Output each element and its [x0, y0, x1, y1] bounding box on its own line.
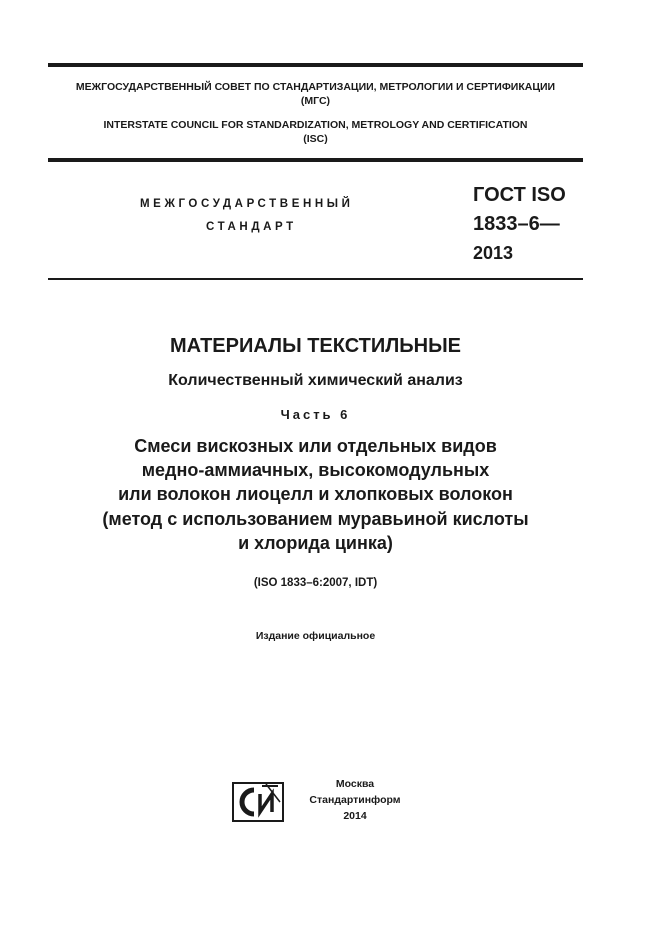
description-line2: медно-аммиачных, высокомодульных: [141, 460, 490, 480]
description-line4: (метод с использованием муравьиной кислоты: [102, 509, 529, 529]
imprint-publisher: Стандартинформ: [309, 794, 401, 806]
iso-reference: (ISO 1833–6:2007, IDT): [253, 577, 378, 589]
standartinform-logo: [232, 782, 284, 822]
council-en-line2: (ISC): [303, 133, 328, 145]
council-ru-line1: МЕЖГОСУДАРСТВЕННЫЙ СОВЕТ ПО СТАНДАРТИЗАЦИИ, МЕТРОЛОГИИ И СЕРТИФИКАЦИИ: [75, 81, 556, 93]
description-line1: Смеси вискозных или отдельных видов: [134, 436, 497, 456]
council-ru-line2: (МГС): [300, 95, 331, 107]
edition-label: Издание официальное: [255, 630, 376, 642]
standard-type-line1: МЕЖГОСУДАРСТВЕННЫЙ: [140, 198, 354, 210]
description-line3: или волокон лиоцелл и хлопковых волокон: [118, 484, 513, 504]
council-en-line1: INTERSTATE COUNCIL FOR STANDARDIZATION, METROLOGY AND CERTIFICATION: [103, 119, 528, 131]
description-line5: и хлорида цинка): [238, 533, 393, 553]
header-divider: [48, 158, 583, 162]
standard-type-line2: СТАНДАРТ: [206, 221, 297, 233]
page-subtitle: Количественный химический анализ: [168, 372, 463, 389]
part-label: Часть 6: [280, 407, 351, 422]
top-rule: [48, 63, 583, 67]
standard-code-line2: 1833–6—: [473, 213, 560, 235]
imprint-year: 2014: [343, 810, 367, 822]
standard-code-line1: ГОСТ ISO: [473, 184, 566, 206]
si-logo-icon: [232, 782, 284, 822]
imprint-city: Москва: [335, 778, 375, 790]
title-divider: [48, 278, 583, 280]
standard-code-line3: 2013: [473, 243, 514, 263]
page-title: МАТЕРИАЛЫ ТЕКСТИЛЬНЫЕ: [169, 335, 462, 357]
